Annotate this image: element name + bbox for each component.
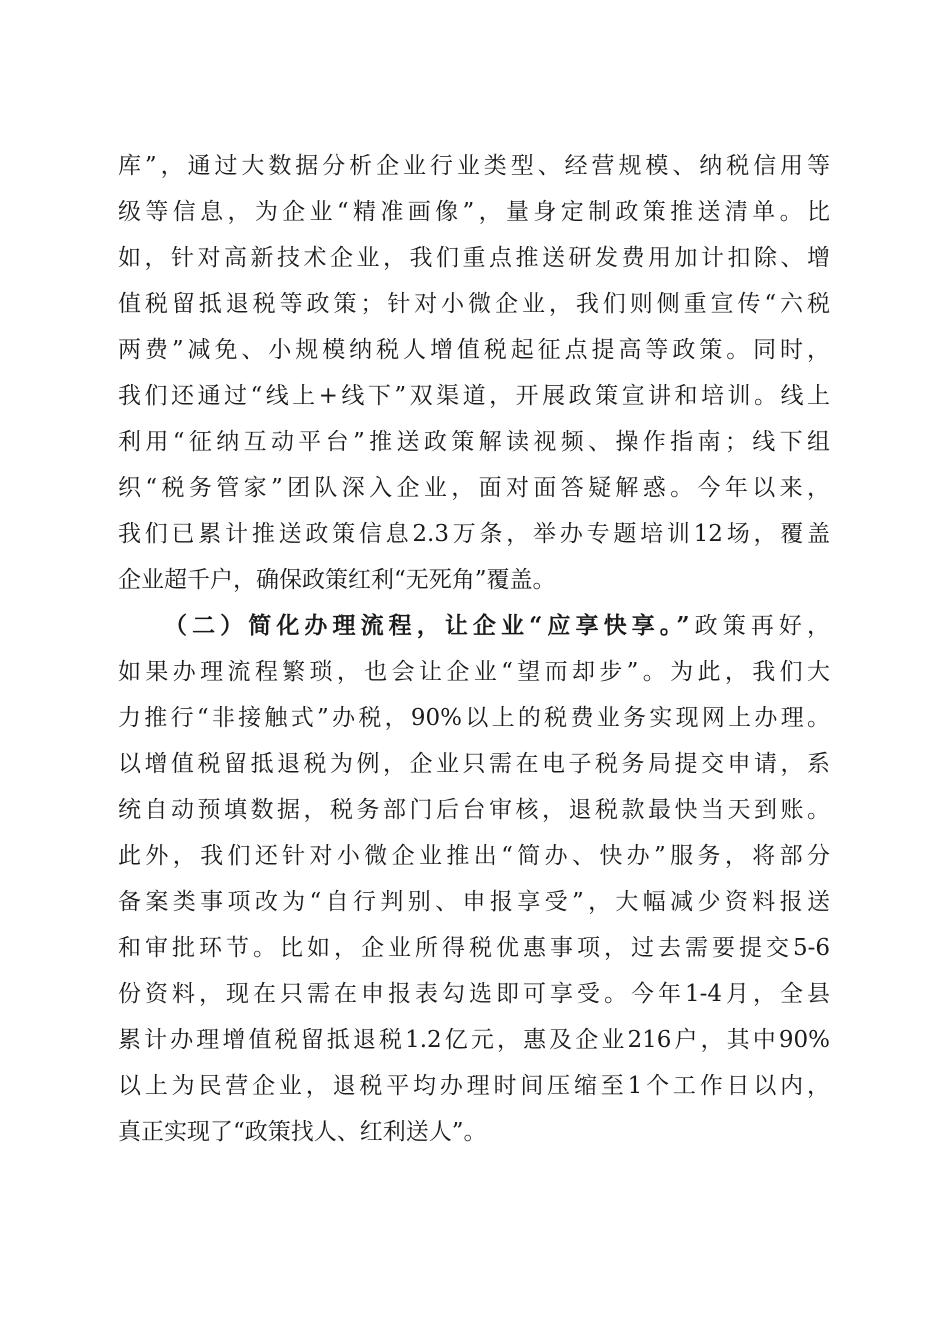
paragraph-line: 以增值税留抵退税为例，企业只需在电子税务局提交申请，系 bbox=[118, 751, 830, 777]
document-body bbox=[118, 143, 830, 1155]
paragraph-line: 以上为民营企业，退税平均办理时间压缩至1个工作日以内， bbox=[118, 1073, 830, 1099]
paragraph-line: 两费”减免、小规模纳税人增值税起征点提高等政策。同时， bbox=[118, 337, 830, 363]
paragraph-2 bbox=[118, 603, 830, 1155]
section-heading: （二）简化办理流程，让企业“应享快享。” bbox=[164, 612, 690, 639]
paragraph-line: 如果办理流程繁琐，也会让企业“望而却步”。为此，我们大 bbox=[118, 659, 830, 685]
paragraph-line: 我们已累计推送政策信息2.3万条，举办专题培训12场，覆盖 bbox=[118, 521, 830, 547]
paragraph-1 bbox=[118, 143, 830, 603]
paragraph-line: 值税留抵退税等政策；针对小微企业，我们则侧重宣传“六税 bbox=[118, 291, 830, 317]
paragraph-line: 我们还通过“线上+线下”双渠道，开展政策宣讲和培训。线上 bbox=[118, 383, 830, 409]
paragraph-line: 级等信息，为企业“精准画像”，量身定制政策推送清单。比 bbox=[118, 199, 830, 225]
paragraph-line: 份资料，现在只需在申报表勾选即可享受。今年1-4月，全县 bbox=[118, 981, 830, 1007]
paragraph-line: 力推行“非接触式”办税，90%以上的税费业务实现网上办理。 bbox=[118, 705, 830, 731]
paragraph-line: 利用“征纳互动平台”推送政策解读视频、操作指南；线下组 bbox=[118, 429, 830, 455]
paragraph-line: 此外，我们还针对小微企业推出“简办、快办”服务，将部分 bbox=[118, 843, 830, 869]
paragraph-line: 织“税务管家”团队深入企业，面对面答疑解惑。今年以来， bbox=[118, 475, 830, 501]
section-heading-line bbox=[118, 603, 830, 649]
paragraph-line: 如，针对高新技术企业，我们重点推送研发费用加计扣除、增 bbox=[118, 245, 830, 271]
paragraph-line: 和审批环节。比如，企业所得税优惠事项，过去需要提交5-6 bbox=[118, 935, 830, 961]
paragraph-line: 企业超千户，确保政策红利“无死角”覆盖。 bbox=[118, 567, 556, 593]
paragraph-line: 真正实现了“政策找人、红利送人”。 bbox=[118, 1119, 487, 1145]
paragraph-line: 备案类事项改为“自行判别、申报享受”，大幅减少资料报送 bbox=[118, 889, 830, 915]
paragraph-line: 库”，通过大数据分析企业行业类型、经营规模、纳税信用等 bbox=[118, 153, 830, 179]
paragraph-line: 统自动预填数据，税务部门后台审核，退税款最快当天到账。 bbox=[118, 797, 830, 823]
paragraph-line: 累计办理增值税留抵退税1.2亿元，惠及企业216户，其中90% bbox=[118, 1027, 830, 1053]
heading-continuation: 政策再好， bbox=[689, 613, 830, 639]
